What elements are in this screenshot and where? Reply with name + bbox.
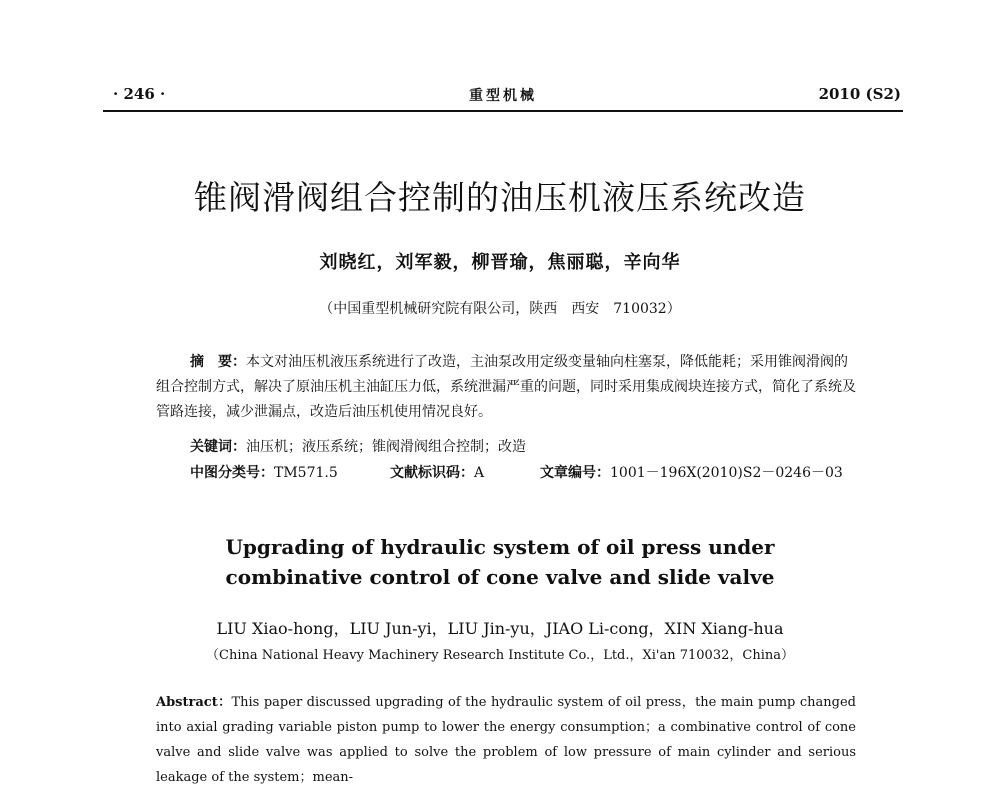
article-id [540,462,843,482]
clc-value: TM571.5 [274,465,338,481]
title-en-line-2: combinative control of cone valve and slide valve [225,565,775,589]
running-header [103,85,903,109]
article-id-value: 1001－196X(2010)S2－0246－03 [610,465,843,481]
header-rule [103,110,903,112]
document-code [390,462,484,482]
page-number: · 246 · [113,85,166,103]
clc-number [190,462,338,482]
authors-english: LIU Xiao-hong，LIU Jun-yi，LIU Jin-yu，JIAO Li-cong，XIN Xiang-hua [216,619,784,638]
affiliation-chinese: （中国重型机械研究院有限公司，陕西 西安 710032） [319,301,681,317]
keywords-text: 油压机；液压系统；锥阀滑阀组合控制；改造 [246,439,526,455]
article-id-label: 文章编号： [540,465,610,481]
abstract-cn-label: 摘 要： [190,354,246,370]
clc-label: 中图分类号： [190,465,274,481]
abstract-en-text: This paper discussed upgrading of the hydraulic system of oil press，the main pump changed into axial grading variable piston pump to lower the energy consumption；a combinative control of cone valve and slide valve was applied to solve the problem of low pressure of main cylinder and serious leakage of the system；mean- [156,695,856,785]
abstract-en-label: Abstract： [156,695,232,710]
abstract-chinese [156,350,856,425]
affiliation-english: （China National Heavy Machinery Research Institute Co.，Ltd.，Xi'an 710032，China） [206,648,794,663]
title-en-line-1: Upgrading of hydraulic system of oil press under [225,535,775,559]
journal-name: 重型机械 [469,88,537,104]
abstract-cn-text: 本文对油压机液压系统进行了改造，主油泵改用定级变量轴向柱塞泵，降低能耗；采用锥阀滑阀的组合控制方式，解决了原油压机主油缸压力低，系统泄漏严重的问题，同时采用集成阀块连接方式，简化了系统及管路连接，减少泄漏点，改造后油压机使用情况良好。 [156,354,856,420]
abstract-english [156,690,856,790]
title-english [0,532,1000,592]
doc-code-label: 文献标识码： [390,465,474,481]
keywords-label: 关键词： [190,439,246,455]
doc-code-value: A [474,465,485,481]
authors-chinese: 刘晓红，刘军毅，柳晋瑜，焦丽聪，辛向华 [319,252,681,273]
issue-label: 2010 (S2) [818,85,901,103]
title-chinese: 锥阀滑阀组合控制的油压机液压系统改造 [194,178,806,217]
keywords-chinese [190,436,526,456]
